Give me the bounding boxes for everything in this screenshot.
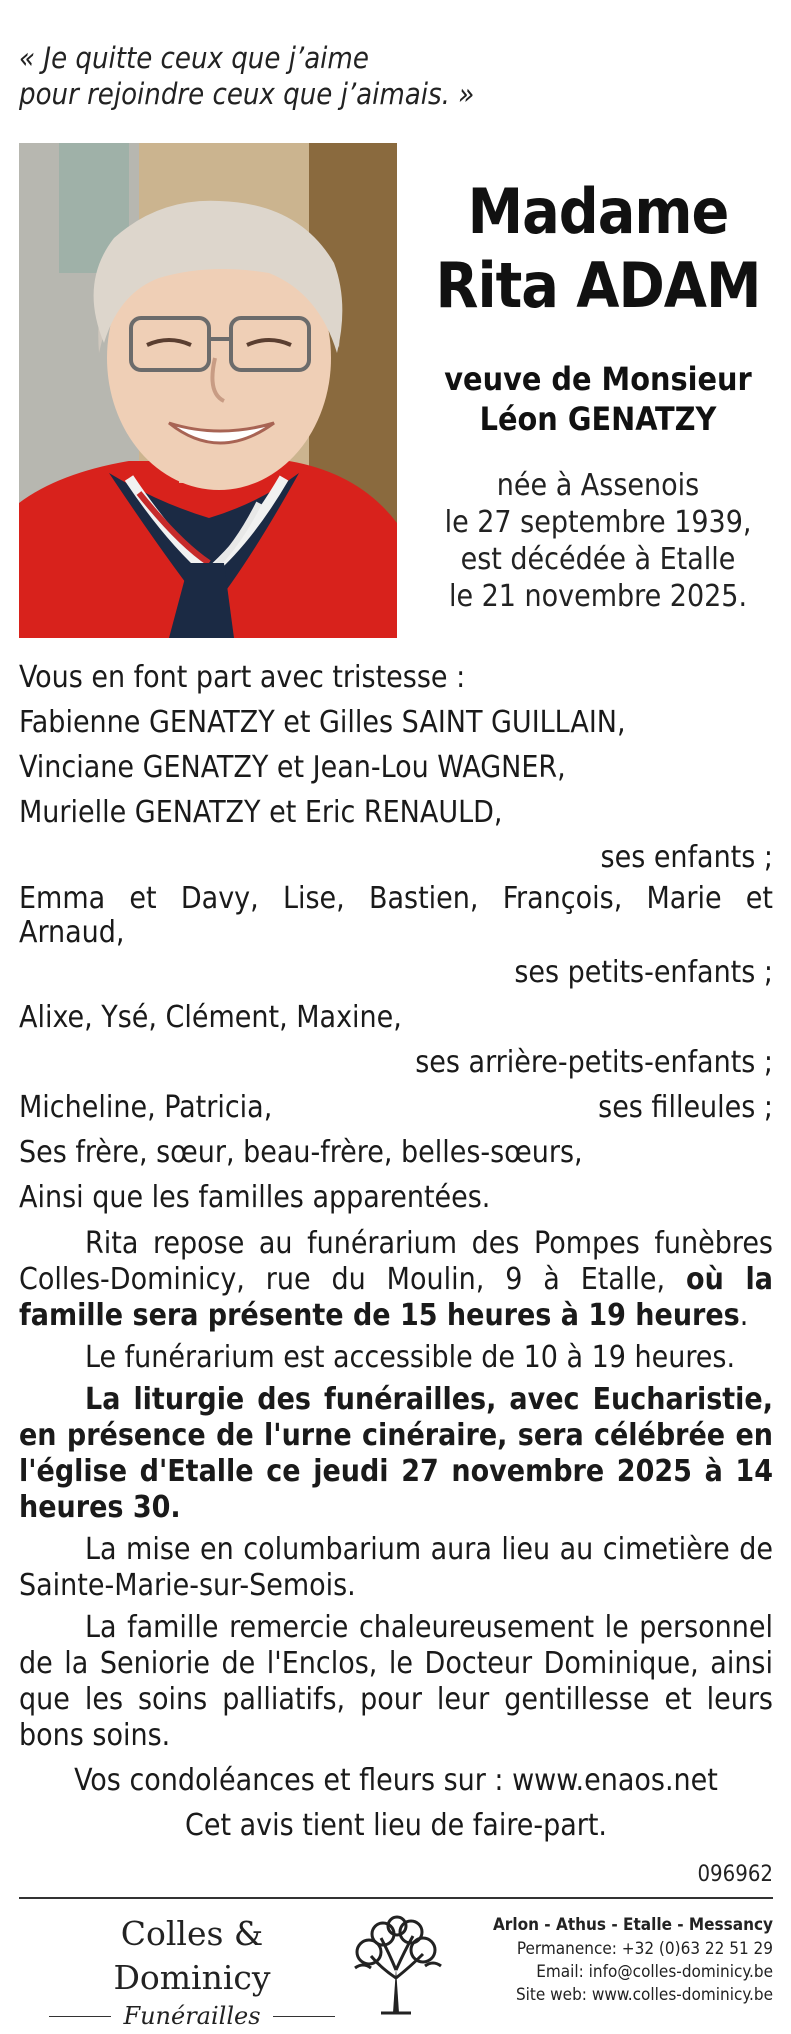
children-label: ses enfants ;	[600, 840, 773, 875]
brand-sub-text: Funérailles	[123, 2002, 261, 2030]
child-line-1: Fabienne GENATZY et Gilles SAINT GUILLAIN,	[19, 705, 626, 740]
quote-line-1: « Je quitte ceux que j’aime	[19, 41, 369, 75]
access-paragraph: Le funérarium est accessible de 10 à 19 heures.	[85, 1340, 736, 1375]
widow-line-2: Léon GENATZY	[479, 400, 717, 438]
brand-dash-left	[49, 2016, 111, 2017]
thanks-paragraph: La famille remercie chaleureusement le personnel de la Seniorie de l'Enclos, le Docteur Dominique, ainsi que les soins palliatifs, pour leur gentillesse et leurs bons soins.	[19, 1610, 773, 1753]
reference-number: 096962	[697, 1862, 773, 1887]
goddaughters-row	[19, 1085, 773, 1130]
born-line-2: le 27 septembre 1939,	[444, 505, 752, 540]
brand-dash-right	[273, 2016, 335, 2017]
grandchildren-names: Emma et Davy, Lise, Bastien, François, Marie et Arnaud,	[19, 881, 773, 950]
rest-end: .	[739, 1298, 749, 1333]
portrait-photo	[19, 143, 397, 638]
portrait-illustration	[19, 143, 397, 638]
grandchildren-label: ses petits-enfants ;	[514, 955, 773, 990]
died-line-1: est décédée à Etalle	[460, 542, 736, 577]
website-line: Site web: www.colles-dominicy.be	[515, 1985, 773, 2005]
siblings-line: Ses frère, sœur, beau-frère, belles-sœurs,	[19, 1135, 583, 1170]
birth-death-info	[410, 467, 786, 615]
born-line-1: née à Assenois	[496, 468, 700, 503]
phone-line: Permanence: +32 (0)63 22 51 29	[516, 1939, 773, 1959]
great-grandchildren-names: Alixe, Ysé, Clément, Maxine,	[19, 1000, 402, 1035]
died-line-2: le 21 novembre 2025.	[448, 579, 748, 614]
email-line: Email: info@colles-dominicy.be	[536, 1962, 773, 1982]
relatives-line: Ainsi que les familles apparentées.	[19, 1180, 491, 1215]
tree-icon	[341, 1908, 451, 2018]
family-intro: Vous en font part avec tristesse :	[19, 660, 466, 695]
funeral-home-footer	[19, 1900, 773, 2030]
condolences-line: Vos condoléances et fleurs sur : www.enaos.net	[74, 1763, 718, 1798]
widow-of	[410, 359, 786, 439]
child-line-2: Vinciane GENATZY et Jean-Lou WAGNER,	[19, 750, 566, 785]
cities-line: Arlon - Athus - Etalle - Messancy	[492, 1915, 773, 1935]
contact-info	[493, 1912, 773, 2007]
deceased-header	[410, 175, 786, 615]
quote-line-2: pour rejoindre ceux que j’aimais. »	[19, 77, 475, 111]
great-grandchildren-label: ses arrière-petits-enfants ;	[415, 1045, 773, 1080]
brand-name: Colles & Dominicy	[113, 1914, 271, 1997]
liturgy-paragraph: La liturgie des funérailles, avec Eucharistie, en présence de l'urne cinéraire, sera célébrée en l'église d'Etalle ce jeudi 27 novembre 2025 à 14 heures 30.	[19, 1382, 773, 1525]
child-line-3: Murielle GENATZY et Eric RENAULD,	[19, 795, 503, 830]
brand-subtitle	[37, 2000, 347, 2032]
footer-divider	[19, 1897, 773, 1899]
deceased-name: Rita ADAM	[435, 249, 761, 322]
columbarium-paragraph: La mise en columbarium aura lieu au cimetière de Sainte-Marie-sur-Semois.	[19, 1532, 773, 1603]
notice-body	[19, 655, 773, 1848]
rest-paragraph	[19, 1226, 773, 1334]
widow-line-1: veuve de Monsieur	[444, 360, 752, 398]
title-line-1: Madame	[467, 175, 729, 248]
epigraph-quote	[19, 40, 759, 112]
goddaughters-label: ses filleules ;	[598, 1090, 773, 1125]
goddaughters-names: Micheline, Patricia,	[19, 1090, 273, 1125]
funeral-home-brand	[37, 1912, 347, 2032]
notice-line: Cet avis tient lieu de faire-part.	[184, 1808, 608, 1843]
rest-text: Rita repose au funérarium des Pompes funèbres Colles-Dominicy, rue du Moulin, 9 à Etalle,	[19, 1226, 773, 1297]
rest-presence: où la famille sera présente de 15 heures à 19 heures	[19, 1262, 773, 1333]
